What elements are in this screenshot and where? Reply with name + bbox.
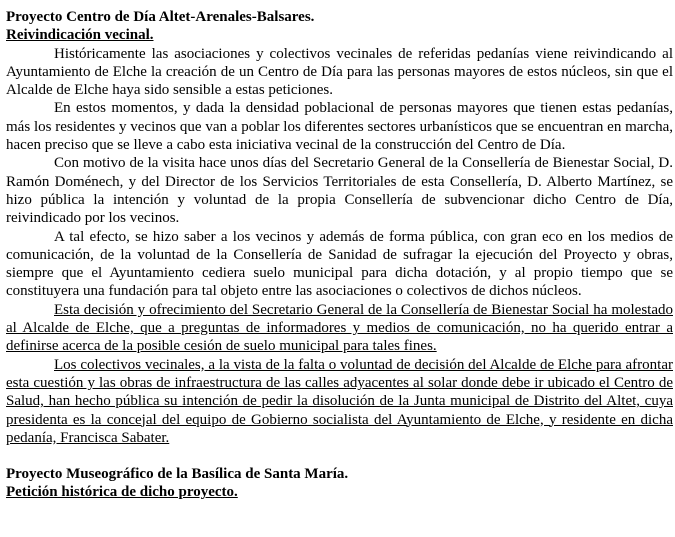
section-subtitle-peticion: Petición histórica de dicho proyecto.: [6, 484, 238, 501]
section-title-museografico: Proyecto Museográfico de la Basílica de Santa María.: [6, 466, 349, 483]
paragraph-1: Históricamente las asociaciones y colectivos vecinales de referidas pedanías viene reivindicando al Ayuntamiento de Elche la creación de un Centro de Día para las personas mayores de estos núcleos, sin que el Alcalde de Elche haya sido sensible a estas peticiones.: [6, 45, 673, 99]
paragraph-5-underlined: Esta decisión y ofrecimiento del Secretario General de la Consellería de Bienestar Social ha molestado al Alcalde de Elche, que a preguntas de informadores y medios de comunicación, no ha querido entrar a definirse acerca de la posible cesión de suelo municipal para tales fines.: [6, 301, 673, 355]
section-title-centro-de-dia: Proyecto Centro de Día Altet-Arenales-Balsares.: [6, 9, 315, 25]
paragraph-6-underlined: Los colectivos vecinales, a la vista de la falta o voluntad de decisión del Alcalde de Elche para afrontar esta cuestión y las obras de infraestructura de las calles adyacentes al solar donde debe ir ubicado el Centro de Salud, han hecho pública su intención de pedir la disolución de la Junta municipal de Distrito del Altet, cuya presidenta es la concejal del equipo de Gobierno socialista del Ayuntamiento de Elche, y residente en dicha pedanía, Francisca Sabater.: [6, 356, 673, 446]
section-subtitle-reivindicacion: Reivindicación vecinal.: [6, 27, 154, 44]
paragraph-4: A tal efecto, se hizo saber a los vecinos y además de forma pública, con gran eco en los medios de comunicación, de la voluntad de la Consellería de Sanidad de sufragar la ejecución del Proyecto y obras, siempre que el Ayuntamiento cediera suelo municipal para dicha dotación, y al propio tiempo que se constituyera una fundación para tal objeto entre las asociaciones o colectivos de dichos núcleos.: [6, 228, 673, 300]
paragraph-3: Con motivo de la visita hace unos días del Secretario General de la Consellería de Bienestar Social, D. Ramón Doménech, y del Director de los Servicios Territoriales de esta Consellería, D. Alberto Martínez, se hizo pública la intención y voluntad de la propia Consellería de subvencionar dicho Centro de Día, reivindicado por los vecinos.: [6, 155, 673, 227]
section-spacer: [6, 447, 673, 465]
paragraph-2: En estos momentos, y dada la densidad poblacional de personas mayores que tienen estas pedanías, más los residentes y vecinos que van a poblar los diferentes sectores urbanísticos que se encuentran en marcha, hacen preciso que se lleve a cabo esta iniciativa vecinal de la construcción del Centro de Día.: [6, 100, 673, 154]
